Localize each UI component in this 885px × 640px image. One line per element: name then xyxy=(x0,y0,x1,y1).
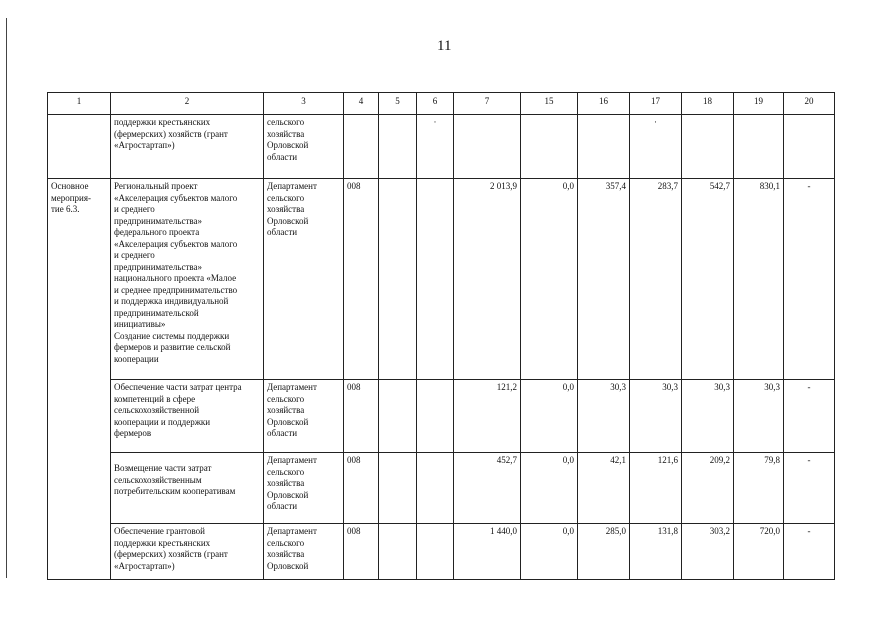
table-cell xyxy=(379,453,417,524)
value-cell: - xyxy=(784,179,835,380)
responsible-org-cell: Департамент сельского хозяйства Орловской xyxy=(264,524,344,580)
header-cell: 5 xyxy=(379,93,417,115)
header-cell: 16 xyxy=(578,93,630,115)
value-cell: 30,3 xyxy=(734,380,784,453)
code-cell: 008 xyxy=(344,524,379,580)
table-cell xyxy=(682,115,734,179)
value-cell: 0,0 xyxy=(521,524,578,580)
value-cell: 121,2 xyxy=(454,380,521,453)
value-cell: 357,4 xyxy=(578,179,630,380)
table-row xyxy=(48,524,835,580)
table-cell xyxy=(734,115,784,179)
value-cell: 452,7 xyxy=(454,453,521,524)
value-cell: 0,0 xyxy=(521,179,578,380)
table-row xyxy=(48,453,835,524)
table-cell xyxy=(417,179,454,380)
header-cell: 4 xyxy=(344,93,379,115)
value-cell: 209,2 xyxy=(682,453,734,524)
value-cell: 283,7 xyxy=(630,179,682,380)
code-cell: 008 xyxy=(344,453,379,524)
value-cell: 131,8 xyxy=(630,524,682,580)
header-cell: 17 xyxy=(630,93,682,115)
header-cell: 18 xyxy=(682,93,734,115)
table-cell xyxy=(417,115,454,179)
table-cell xyxy=(630,115,682,179)
activity-name-cell: Обеспечение грантовой поддержки крестьянских (фермерских) хозяйств (грант «Агростартап») xyxy=(111,524,264,580)
activity-name-cell: Возмещение части затрат сельскохозяйственным потребительским кооперативам xyxy=(111,453,264,524)
header-row xyxy=(48,93,835,115)
stray-mark: · xyxy=(654,117,657,127)
table-cell xyxy=(417,524,454,580)
value-cell: 0,0 xyxy=(521,380,578,453)
table-cell xyxy=(417,453,454,524)
value-cell: - xyxy=(784,524,835,580)
value-cell: 30,3 xyxy=(578,380,630,453)
table-cell xyxy=(379,179,417,380)
header-cell: 20 xyxy=(784,93,835,115)
responsible-org-cell: Департамент сельского хозяйства Орловской области xyxy=(264,453,344,524)
budget-table xyxy=(47,92,835,580)
responsible-org-cell: Департамент сельского хозяйства Орловской области xyxy=(264,179,344,380)
value-cell: 720,0 xyxy=(734,524,784,580)
code-cell: 008 xyxy=(344,380,379,453)
table-cell xyxy=(48,115,111,179)
value-cell: 121,6 xyxy=(630,453,682,524)
table-row xyxy=(48,179,835,380)
responsible-org-cell: сельского хозяйства Орловской области xyxy=(264,115,344,179)
table-cell xyxy=(578,115,630,179)
activity-name-cell: Региональный проект «Акселерация субъектов малого и среднего предпринимательства» федерального проекта «Акселерация субъектов малого и среднего предпринимательства» национального проекта «Малое и среднее предпринимательство и поддержка индивидуальной предпринимательской инициативы» Создание системы поддержки фермеров и развитие сельской кооперации xyxy=(111,179,264,380)
left-margin-rule xyxy=(6,18,7,578)
value-cell: 42,1 xyxy=(578,453,630,524)
value-cell: 30,3 xyxy=(682,380,734,453)
value-cell: 79,8 xyxy=(734,453,784,524)
header-cell: 2 xyxy=(111,93,264,115)
value-cell: 0,0 xyxy=(521,453,578,524)
table-cell xyxy=(344,115,379,179)
value-cell: 2 013,9 xyxy=(454,179,521,380)
activity-name-cell: Обеспечение части затрат центра компетенций в сфере сельскохозяйственной кооперации и поддержки фермеров xyxy=(111,380,264,453)
activity-name-cell: поддержки крестьянских (фермерских) хозяйств (грант «Агростартап») xyxy=(111,115,264,179)
header-cell: 15 xyxy=(521,93,578,115)
value-cell: 542,7 xyxy=(682,179,734,380)
stray-mark: · xyxy=(433,117,437,127)
header-cell: 7 xyxy=(454,93,521,115)
table-cell xyxy=(521,115,578,179)
header-cell: 1 xyxy=(48,93,111,115)
header-cell: 19 xyxy=(734,93,784,115)
table-cell xyxy=(454,115,521,179)
table-cell xyxy=(417,380,454,453)
table-cell xyxy=(379,115,417,179)
table-cell xyxy=(379,524,417,580)
code-cell: 008 xyxy=(344,179,379,380)
header-cell: 3 xyxy=(264,93,344,115)
table-cell xyxy=(784,115,835,179)
table-cell xyxy=(379,380,417,453)
value-cell: 30,3 xyxy=(630,380,682,453)
value-cell: - xyxy=(784,380,835,453)
value-cell: 830,1 xyxy=(734,179,784,380)
page-number: 11 xyxy=(437,38,452,54)
responsible-org-cell: Департамент сельского хозяйства Орловской области xyxy=(264,380,344,453)
value-cell: 303,2 xyxy=(682,524,734,580)
value-cell: 285,0 xyxy=(578,524,630,580)
header-cell: 6 xyxy=(417,93,454,115)
table-row xyxy=(48,380,835,453)
value-cell: - xyxy=(784,453,835,524)
value-cell: 1 440,0 xyxy=(454,524,521,580)
measure-label-cell: Основное мероприя- тие 6.3. xyxy=(48,179,111,580)
table-row-continuation xyxy=(48,115,835,179)
